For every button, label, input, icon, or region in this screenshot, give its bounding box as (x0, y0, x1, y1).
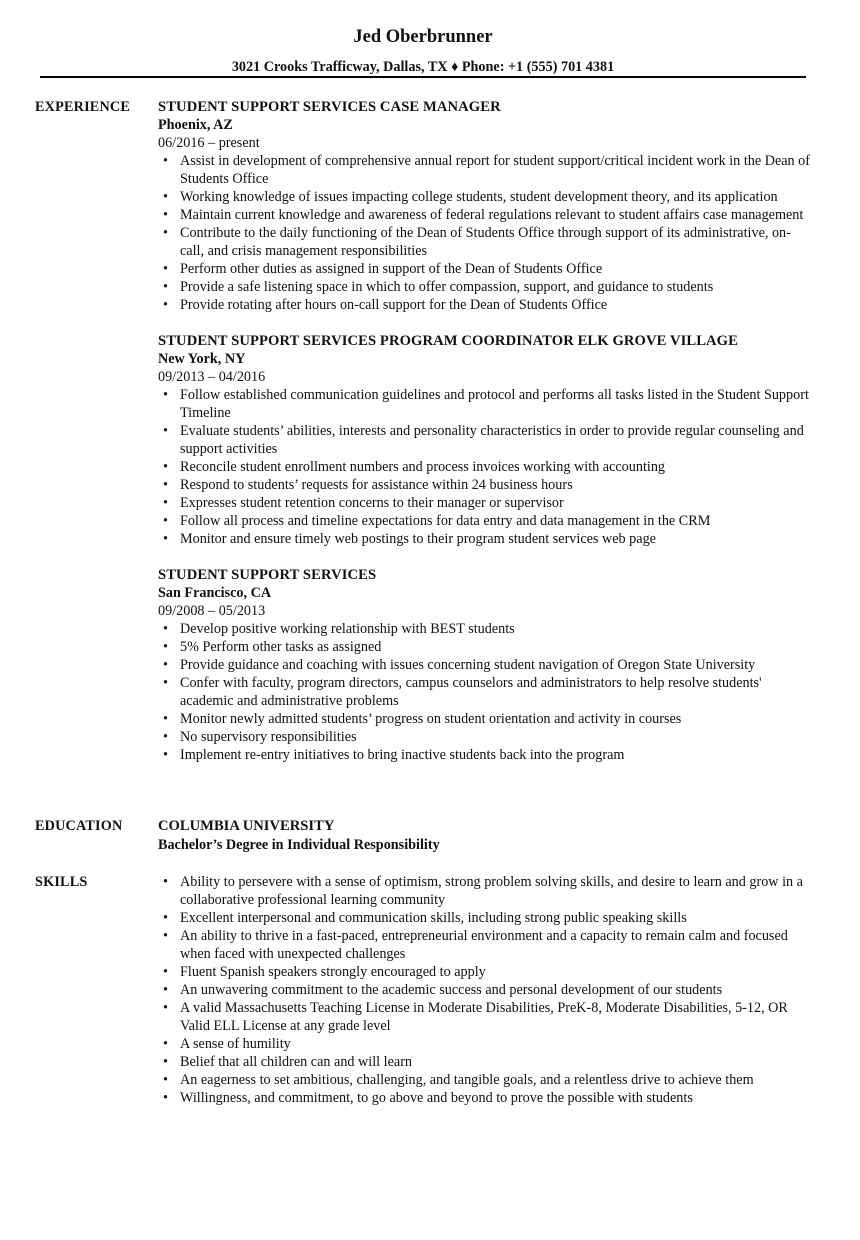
list-item: • Provide guidance and coaching with issues concerning student navigation of Oregon State University (158, 656, 813, 674)
job-location: Phoenix, AZ (158, 117, 233, 133)
list-item: • Respond to students’ requests for assistance within 24 business hours (158, 476, 813, 494)
list-item: • Evaluate students’ abilities, interests and personality characteristics in order to provide regular counseling and support activities (158, 422, 813, 458)
list-item: • Maintain current knowledge and awareness of federal regulations relevant to student affairs case management (158, 206, 813, 224)
job-title: STUDENT SUPPORT SERVICES PROGRAM COORDINATOR ELK GROVE VILLAGE (158, 333, 738, 349)
skills-body (158, 873, 813, 1107)
list-item: • Implement re-entry initiatives to bring inactive students back into the program (158, 746, 813, 764)
list-item: • Expresses student retention concerns to their manager or supervisor (158, 494, 813, 512)
section-label-skills: SKILLS (35, 874, 88, 890)
job-entry (158, 98, 813, 314)
list-item: • An eagerness to set ambitious, challenging, and tangible goals, and a relentless drive to achieve them (158, 1071, 813, 1089)
list-item: • Perform other duties as assigned in support of the Dean of Students Office (158, 260, 813, 278)
list-item: • An ability to thrive in a fast-paced, entrepreneurial environment and a capacity to remain calm and focused when faced with unexpected challenges (158, 927, 813, 963)
list-item: • Ability to persevere with a sense of optimism, strong problem solving skills, and desire to learn and grow in a collaborative professional learning community (158, 873, 813, 909)
list-item: • 5% Perform other tasks as assigned (158, 638, 813, 656)
resume-header (40, 26, 806, 76)
job-entry (158, 566, 813, 764)
list-item: • A sense of humility (158, 1035, 813, 1053)
list-item: • Willingness, and commitment, to go above and beyond to prove the possible with students (158, 1089, 813, 1107)
job-bullets (158, 386, 813, 548)
degree-name: Bachelor’s Degree in Individual Responsibility (158, 837, 440, 853)
header-divider (40, 76, 806, 78)
section-label-experience: EXPERIENCE (35, 99, 131, 115)
list-item: • A valid Massachusetts Teaching License in Moderate Disabilities, PreK-8, Moderate Disabilities, 5-12, OR Valid ELL License at any grade level (158, 999, 813, 1035)
contact-line: 3021 Crooks Trafficway, Dallas, TX ♦ Phone: +1 (555) 701 4381 (231, 59, 615, 75)
list-item: • Provide a safe listening space in which to offer compassion, support, and guidance to students (158, 278, 813, 296)
job-dates: 09/2013 – 04/2016 (158, 369, 266, 385)
list-item: • Working knowledge of issues impacting college students, student development theory, and its application (158, 188, 813, 206)
skills-list (158, 873, 813, 1107)
candidate-name: Jed Oberbrunner (353, 27, 493, 47)
list-item: • Fluent Spanish speakers strongly encouraged to apply (158, 963, 813, 981)
job-bullets (158, 152, 813, 314)
job-location: San Francisco, CA (158, 585, 272, 601)
job-dates: 06/2016 – present (158, 135, 260, 151)
job-entry (158, 332, 813, 548)
job-location: New York, NY (158, 351, 246, 367)
list-item: • Follow all process and timeline expectations for data entry and data management in the CRM (158, 512, 813, 530)
list-item: • Develop positive working relationship with BEST students (158, 620, 813, 638)
list-item: • Contribute to the daily functioning of the Dean of Students Office through support of its administrative, on-call, and crisis management responsibilities (158, 224, 813, 260)
education-body (158, 817, 813, 854)
list-item: • Belief that all children can and will learn (158, 1053, 813, 1071)
job-title: STUDENT SUPPORT SERVICES CASE MANAGER (158, 99, 501, 115)
list-item: • No supervisory responsibilities (158, 728, 813, 746)
job-bullets (158, 620, 813, 764)
list-item: • Reconcile student enrollment numbers and process invoices working with accounting (158, 458, 813, 476)
school-name: COLUMBIA UNIVERSITY (158, 818, 335, 834)
job-title: STUDENT SUPPORT SERVICES (158, 567, 377, 583)
list-item: • An unwavering commitment to the academic success and personal development of our students (158, 981, 813, 999)
experience-list (158, 98, 813, 764)
section-label-education: EDUCATION (35, 818, 123, 834)
list-item: • Excellent interpersonal and communication skills, including strong public speaking skills (158, 909, 813, 927)
list-item: • Monitor newly admitted students’ progress on student orientation and activity in courses (158, 710, 813, 728)
list-item: • Follow established communication guidelines and protocol and performs all tasks listed in the Student Support Timeline (158, 386, 813, 422)
job-dates: 09/2008 – 05/2013 (158, 603, 266, 619)
list-item: • Assist in development of comprehensive annual report for student support/critical incident work in the Dean of Students Office (158, 152, 813, 188)
list-item: • Provide rotating after hours on-call support for the Dean of Students Office (158, 296, 813, 314)
list-item: • Confer with faculty, program directors, campus counselors and administrators to help resolve students' academic and administrative problems (158, 674, 813, 710)
list-item: • Monitor and ensure timely web postings to their program student services web page (158, 530, 813, 548)
